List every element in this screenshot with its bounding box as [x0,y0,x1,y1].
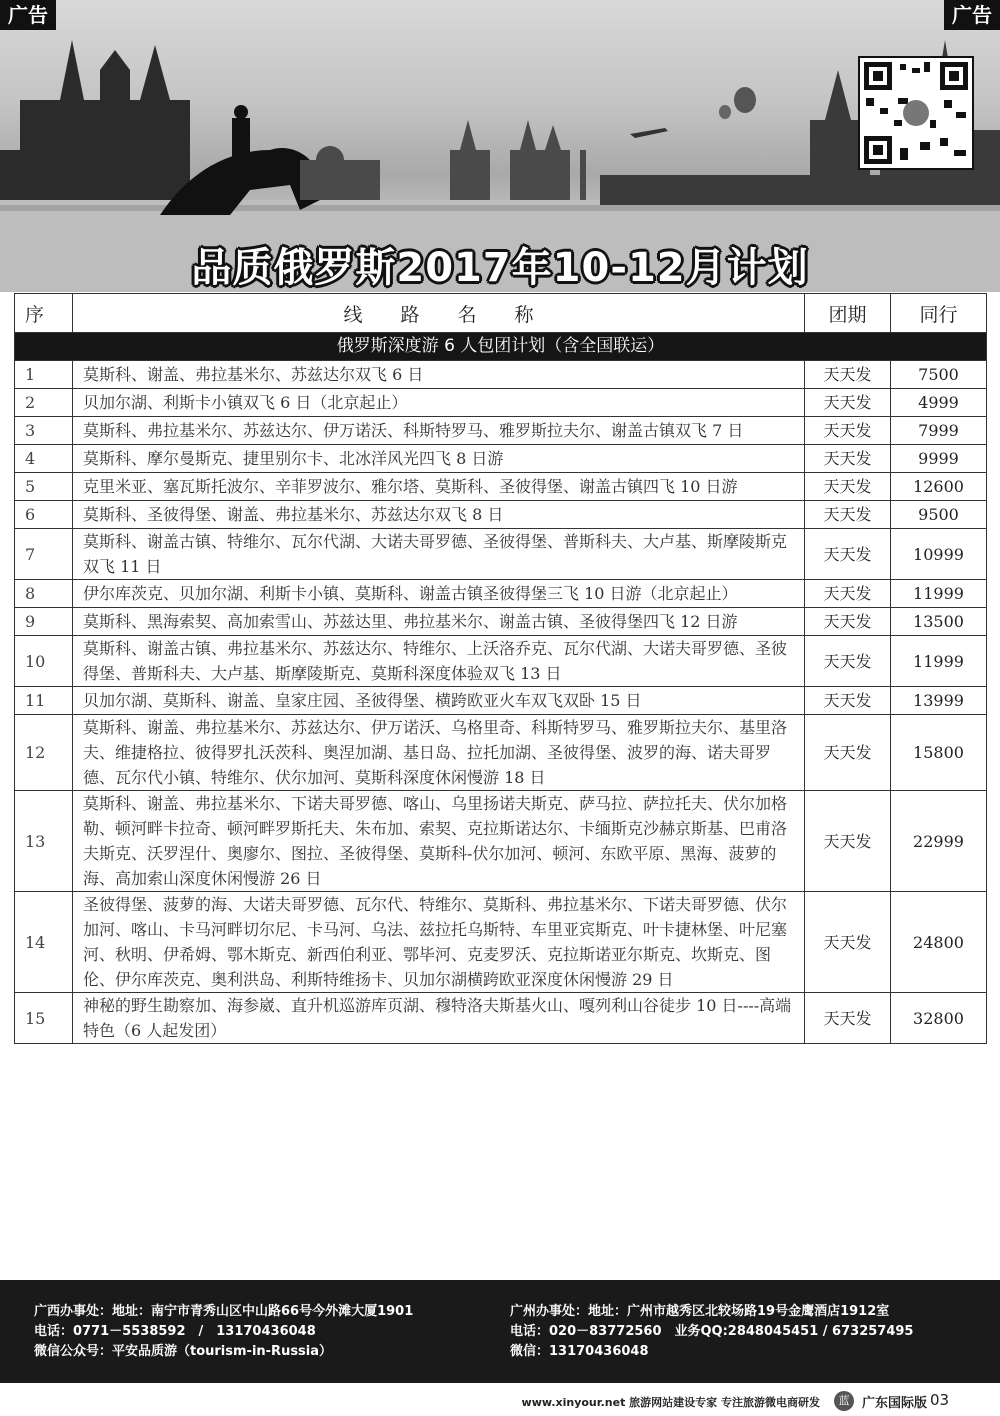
trade-price: 13999 [891,687,987,715]
departure-schedule: 天天发 [805,361,891,389]
row-number: 11 [15,687,73,715]
departure-schedule: 天天发 [805,580,891,608]
section-title: 俄罗斯深度游 6 人包团计划（含全国联运） [15,333,987,361]
table-row [15,993,987,1044]
row-number: 15 [15,993,73,1044]
route-name: 莫斯科、黑海索契、高加索雪山、苏兹达里、弗拉基米尔、谢盖古镇、圣彼得堡四飞 12 日游 [73,608,805,636]
trade-price: 11999 [891,636,987,687]
route-name: 圣彼得堡、菠萝的海、大诺夫哥罗德、瓦尔代、特维尔、莫斯科、弗拉基米尔、下诺夫哥罗德、伏尔加河、喀山、卡马河畔切尔尼、卡马河、乌法、兹拉托乌斯特、车里亚宾斯克、叶卡捷林堡、叶尼塞河、秋明、伊希姆、鄂木斯克、新西伯利亚、鄂毕河、克麦罗沃、克拉斯诺亚尔斯克、坎斯克、图伦、伊尔库茨克、奥利洪岛、利斯特维扬卡、贝加尔湖横跨欧亚深度休闲慢游 29 日 [73,892,805,993]
guangxi-address: 广西办事处：地址：南宁市青秀山区中山路66号今外滩大厦1901 [34,1304,414,1319]
row-number: 1 [15,361,73,389]
trade-price: 9500 [891,501,987,529]
row-number: 4 [15,445,73,473]
qr-code [858,56,974,170]
route-name: 莫斯科、谢盖古镇、弗拉基米尔、苏兹达尔、特维尔、上沃洛乔克、瓦尔代湖、大诺夫哥罗德、圣彼得堡、普斯科夫、大卢基、斯摩陵斯克、莫斯科深度体验双飞 13 日 [73,636,805,687]
trade-price: 10999 [891,529,987,580]
departure-schedule: 天天发 [805,993,891,1044]
trade-price: 22999 [891,791,987,892]
route-name: 莫斯科、弗拉基米尔、苏兹达尔、伊万诺沃、科斯特罗马、雅罗斯拉夫尔、谢盖古镇双飞 7 日 [73,417,805,445]
page-title: 品质俄罗斯2017年10-12月计划 [191,245,809,291]
route-name: 神秘的野生勘察加、海参崴、直升机巡游库页湖、穆特洛夫斯基火山、嘎列利山谷徒步 10 日----高端特色（6 人起发团） [73,993,805,1044]
table-row [15,361,987,389]
trade-price: 7500 [891,361,987,389]
table-row [15,715,987,791]
trade-price: 13500 [891,608,987,636]
route-name: 莫斯科、谢盖、弗拉基米尔、下诺夫哥罗德、喀山、乌里扬诺夫斯克、萨马拉、萨拉托夫、伏尔加格勒、顿河畔卡拉奇、顿河畔罗斯托夫、朱布加、索契、克拉斯诺达尔、卡缅斯克沙赫京斯基、巴甫洛夫斯克、沃罗涅什、奥廖尔、图拉、圣彼得堡、莫斯科-伏尔加河、顿河、东欧平原、黑海、菠萝的海、高加索山深度休闲慢游 26 日 [73,791,805,892]
ad-tag-right: 广告 [944,0,1000,30]
col-header-route: 线 路 名 称 [73,294,805,333]
guangzhou-office [510,1302,913,1362]
trade-price: 12600 [891,473,987,501]
row-number: 10 [15,636,73,687]
guangxi-wechat: 微信公众号：平安品质游（tourism-in-Russia） [34,1344,333,1359]
guangxi-phone: 电话：0771－5538592 / 13170436048 [34,1324,316,1339]
departure-schedule: 天天发 [805,892,891,993]
col-header-tuanqi: 团期 [805,294,891,333]
table-row [15,529,987,580]
table-row [15,389,987,417]
departure-schedule: 天天发 [805,687,891,715]
row-number: 3 [15,417,73,445]
guangzhou-phone: 电话：020－83772560 业务QQ:2848045451 / 673257495 [510,1324,914,1339]
row-number: 12 [15,715,73,791]
departure-schedule: 天天发 [805,473,891,501]
trade-price: 24800 [891,892,987,993]
row-number: 14 [15,892,73,993]
route-name: 莫斯科、谢盖古镇、特维尔、瓦尔代湖、大诺夫哥罗德、圣彼得堡、普斯科夫、大卢基、斯摩陵斯克双飞 11 日 [73,529,805,580]
table-row [15,473,987,501]
guangxi-office [34,1302,413,1362]
table-row [15,791,987,892]
route-name: 莫斯科、谢盖、弗拉基米尔、苏兹达尔、伊万诺沃、乌格里奇、科斯特罗马、雅罗斯拉夫尔、基里洛夫、维捷格拉、彼得罗扎沃茨科、奥涅加湖、基日岛、拉托加湖、圣彼得堡、波罗的海、诺夫哥罗德、瓦尔代小镇、特维尔、伏尔加河、莫斯科深度休闲慢游 18 日 [73,715,805,791]
page-bottom-bar [0,1386,1000,1416]
table-row [15,892,987,993]
table-row [15,445,987,473]
departure-schedule: 天天发 [805,529,891,580]
route-table [14,293,987,1044]
trade-price: 7999 [891,417,987,445]
row-number: 13 [15,791,73,892]
row-number: 5 [15,473,73,501]
trade-price: 9999 [891,445,987,473]
departure-schedule: 天天发 [805,417,891,445]
table-row [15,687,987,715]
route-name: 贝加尔湖、莫斯科、谢盖、皇家庄园、圣彼得堡、横跨欧亚火车双飞双卧 15 日 [73,687,805,715]
trade-price: 32800 [891,993,987,1044]
col-header-price: 同行 [891,294,987,333]
departure-schedule: 天天发 [805,445,891,473]
table-row [15,417,987,445]
ad-tag-left: 广告 [0,0,56,30]
contact-footer [0,1280,1000,1383]
table-row [15,636,987,687]
route-name: 莫斯科、谢盖、弗拉基米尔、苏兹达尔双飞 6 日 [73,361,805,389]
row-number: 7 [15,529,73,580]
guangzhou-address: 广州办事处：地址：广州市越秀区北较场路19号金鹰酒店1912室 [510,1304,890,1319]
page-number: 03 [930,1391,950,1409]
route-name: 贝加尔湖、利斯卡小镇双飞 6 日（北京起止） [73,389,805,417]
edition-label: 广东国际版 [862,1396,928,1411]
route-name: 克里米亚、塞瓦斯托波尔、辛菲罗波尔、雅尔塔、莫斯科、圣彼得堡、谢盖古镇四飞 10 日游 [73,473,805,501]
departure-schedule: 天天发 [805,608,891,636]
section-header-row [15,333,987,361]
row-number: 6 [15,501,73,529]
blue-logo-icon: 蓝 [834,1391,854,1411]
departure-schedule: 天天发 [805,501,891,529]
guangzhou-wechat: 微信：13170436048 [510,1344,649,1359]
row-number: 8 [15,580,73,608]
departure-schedule: 天天发 [805,636,891,687]
row-number: 2 [15,389,73,417]
departure-schedule: 天天发 [805,389,891,417]
route-name: 莫斯科、摩尔曼斯克、捷里别尔卡、北冰洋风光四飞 8 日游 [73,445,805,473]
route-name: 莫斯科、圣彼得堡、谢盖、弗拉基米尔、苏兹达尔双飞 8 日 [73,501,805,529]
table-row [15,608,987,636]
trade-price: 15800 [891,715,987,791]
trade-price: 4999 [891,389,987,417]
row-number: 9 [15,608,73,636]
departure-schedule: 天天发 [805,715,891,791]
col-header-no: 序 [15,294,73,333]
route-name: 伊尔库茨克、贝加尔湖、利斯卡小镇、莫斯科、谢盖古镇圣彼得堡三飞 10 日游（北京起止） [73,580,805,608]
table-row [15,580,987,608]
trade-price: 11999 [891,580,987,608]
website-slogan: www.xinyour.net 旅游网站建设专家 专注旅游微电商研发 [521,1396,820,1409]
departure-schedule: 天天发 [805,791,891,892]
table-row [15,501,987,529]
